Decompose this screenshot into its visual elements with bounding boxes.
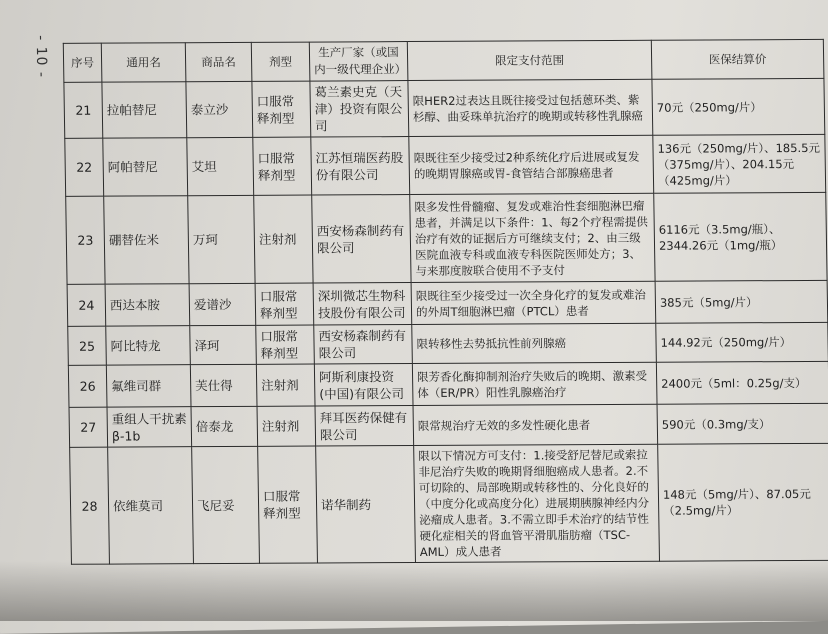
header-dosage-form: 剂型 [251, 42, 310, 81]
table-row [68, 361, 828, 407]
page-number: - 10 - [33, 35, 50, 78]
payment-scope: 限常规治疗无效的多发性硬化患者 [413, 404, 658, 445]
header-brand-name: 商品名 [185, 42, 252, 81]
manufacturer: 西安杨森制药有限公司 [312, 195, 411, 284]
brand-name: 泰立沙 [186, 81, 253, 137]
row-no: 24 [67, 284, 106, 326]
brand-name: 倍泰龙 [191, 406, 258, 446]
dosage-form: 注射剂 [257, 406, 316, 446]
dosage-form: 口服常释剂型 [258, 446, 318, 563]
brand-name: 飞尼妥 [192, 446, 260, 563]
generic-name: 西达本胺 [105, 284, 190, 326]
dosage-form: 注射剂 [256, 364, 315, 406]
brand-name: 芙仕得 [190, 364, 257, 406]
brand-name: 泽珂 [190, 325, 257, 364]
price: 2400元（5ml：0.25g/支） [656, 361, 828, 404]
row-no: 22 [65, 138, 104, 196]
generic-name: 硼替佐米 [104, 196, 189, 284]
payment-scope: 限以下情况方可支付：1.接受舒尼替尼或索拉非尼治疗失败的晚期肾细胞癌成人患者。2.不可切除的、局部晚期或转移性的、分化良好的（中度分化或高度分化）进展期胰腺神经内分泌瘤成人患者。3.不需立即手术治疗的结节性硬化症相关的肾血管平滑肌脂肪瘤（TSC-AML）成人患者 [414, 444, 660, 562]
price: 70元（250mg/片） [652, 78, 825, 135]
brand-name: 爱谱沙 [189, 283, 256, 325]
generic-name: 重组人干扰素β-1b [107, 407, 192, 447]
table-row [65, 134, 826, 196]
generic-name: 阿帕替尼 [103, 138, 188, 196]
manufacturer: 诺华制药 [316, 446, 416, 563]
table-row [70, 443, 828, 564]
brand-name: 万珂 [188, 195, 255, 283]
row-no: 26 [68, 365, 107, 407]
drug-table-container [63, 39, 828, 565]
manufacturer: 深圳微芯生物科技股份有限公司 [313, 283, 412, 326]
dosage-form: 口服常释剂型 [256, 325, 315, 364]
header-payment-scope: 限定支付范围 [407, 40, 652, 80]
header-generic-name: 通用名 [101, 43, 186, 82]
row-no: 25 [68, 326, 107, 365]
manufacturer: 江苏恒瑞医药股份有限公司 [311, 137, 410, 196]
header-manufacturer: 生产厂家（或国内一级代理企业） [309, 42, 408, 82]
generic-name: 氟维司群 [106, 365, 191, 407]
payment-scope: 限既往至少接受过一次全身化疗的复发或难治的外周T细胞淋巴瘤（PTCL）患者 [411, 281, 656, 324]
dosage-form: 口服常释剂型 [253, 137, 312, 195]
price: 385元（5mg/片） [655, 280, 828, 323]
manufacturer: 阿斯利康投资(中国)有限公司 [314, 364, 413, 407]
dosage-form: 口服常释剂型 [252, 81, 311, 137]
row-no: 21 [64, 82, 103, 138]
dosage-form: 口服常释剂型 [255, 283, 314, 325]
price: 136元（250mg/片）、185.5元（375mg/片）、204.15元（425mg/片） [653, 134, 826, 193]
table-row [67, 280, 828, 326]
table-row [66, 192, 827, 284]
row-no: 28 [70, 447, 110, 564]
generic-name: 拉帕替尼 [102, 82, 187, 138]
row-no: 23 [66, 196, 105, 284]
price: 144.92元（250mg/片） [656, 322, 828, 362]
row-no: 27 [69, 407, 108, 447]
payment-scope: 限芳香化酶抑制剂治疗失败后的晚期、激素受体（ER/PR）阳性乳腺癌治疗 [412, 362, 657, 405]
generic-name: 阿比特龙 [106, 326, 191, 365]
brand-name: 艾坦 [187, 137, 254, 195]
price: 590元（0.3mg/支） [657, 403, 828, 444]
payment-scope: 限转移性去势抵抗性前列腺癌 [412, 323, 657, 363]
table-row [64, 78, 825, 138]
table-header-row [63, 39, 824, 82]
manufacturer: 西安杨森制药有限公司 [314, 325, 413, 365]
table-row [69, 403, 828, 447]
payment-scope: 限既往至少接受过2种系统化疗后进展或复发的晚期胃腺癌或胃-食管结合部腺癌患者 [409, 135, 654, 194]
dosage-form: 注射剂 [254, 195, 313, 283]
generic-name: 依维莫司 [108, 447, 194, 564]
manufacturer: 葛兰素史克（天津）投资有限公司 [310, 81, 409, 138]
payment-scope: 限多发性骨髓瘤、复发或难治性套细胞淋巴瘤患者，并满足以下条件：1、每2个疗程需提供治疗有效的证据后方可继续支付；2、由三级医院血液专科或血液专科医院医师处方；3、与来那度胺联合使用不予支付 [410, 193, 655, 282]
table-row [68, 322, 828, 365]
header-no: 序号 [63, 43, 102, 82]
drug-reimbursement-table [63, 39, 828, 565]
header-price: 医保结算价 [651, 39, 824, 79]
price: 148元（5mg/片）、87.05元（2.5mg/片） [658, 443, 828, 561]
price: 6116元（3.5mg/瓶）、2344.26元（1mg/瓶） [654, 192, 827, 281]
payment-scope: 限HER2过表达且既往接受过包括蒽环类、紫杉醇、曲妥珠单抗治疗的晚期或转移性乳腺癌 [408, 79, 653, 136]
manufacturer: 拜耳医药保健有限公司 [315, 406, 414, 447]
